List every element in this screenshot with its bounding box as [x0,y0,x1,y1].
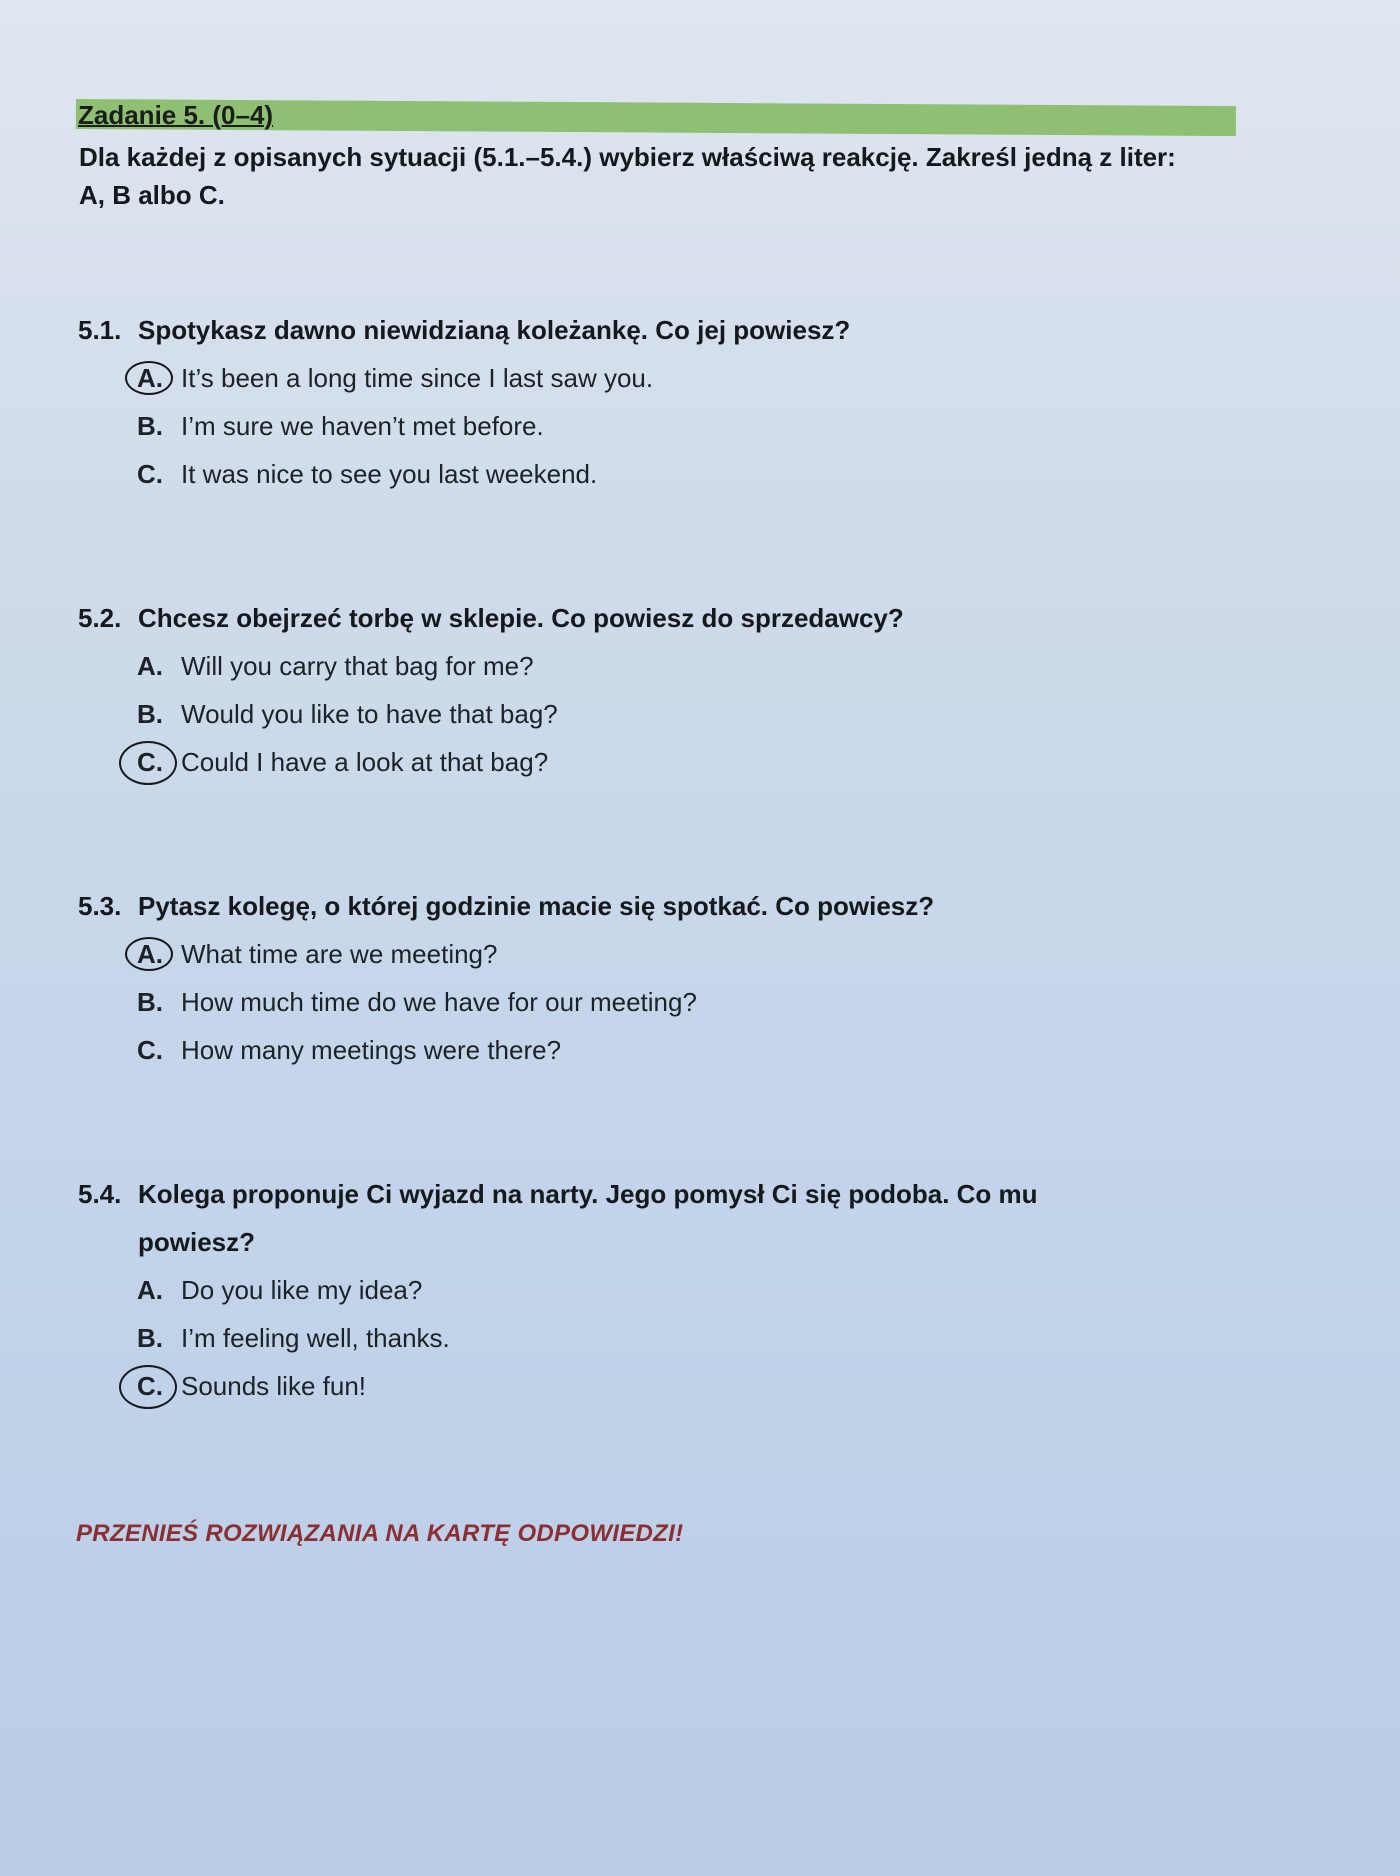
option-a[interactable] [137,354,1198,402]
option-c[interactable] [137,738,1198,786]
option-text: Will you carry that bag for me? [181,651,534,681]
option-text: Do you like my idea? [181,1275,423,1305]
option-text: How many meetings were there? [181,1035,562,1065]
question-number: 5.1. [78,315,122,345]
option-a[interactable] [137,642,1198,690]
option-letter: C. [137,1371,163,1401]
option-letter: B. [137,699,163,729]
question-number: 5.2. [78,603,122,633]
question-number: 5.4. [78,1179,122,1209]
option-text: Sounds like fun! [181,1371,367,1401]
option-b[interactable] [137,690,1198,738]
option-letter: B. [137,1323,163,1353]
question-5-1 [78,306,1198,498]
option-c[interactable] [137,1362,1198,1410]
option-letter: C. [137,1035,163,1065]
option-text: It’s been a long time since I last saw you. [181,363,654,393]
option-text: I’m feeling well, thanks. [181,1323,450,1353]
option-text: Would you like to have that bag? [181,699,558,729]
option-letter: B. [137,987,163,1017]
option-letter: A. [137,939,163,969]
option-text: Could I have a look at that bag? [181,747,549,777]
option-c[interactable] [137,1026,1198,1074]
option-b[interactable] [137,402,1198,450]
option-text: It was nice to see you last weekend. [181,459,598,489]
answer-circle-mark [119,1365,177,1409]
option-text: I’m sure we haven’t met before. [181,411,544,441]
option-text: How much time do we have for our meeting? [181,987,697,1017]
question-prompt: Kolega proponuje Ci wyjazd na narty. Jego pomysł Ci się podoba. Co mu powiesz? [138,1179,1038,1257]
question-prompt: Pytasz kolegę, o której godzinie macie się spotkać. Co powiesz? [138,891,935,921]
option-letter: A. [137,1275,163,1305]
option-a[interactable] [137,1266,1198,1314]
transfer-answers-note: PRZENIEŚ ROZWIĄZANIA NA KARTĘ ODPOWIEDZI! [76,1520,684,1547]
task-instruction: Dla każdej z opisanych sytuacji (5.1.–5.4.) wybierz właściwą reakcję. Zakreśl jedną z liter: A, B albo C. [79,142,1176,210]
question-number: 5.3. [78,891,122,921]
answer-circle-mark [119,741,177,785]
question-5-3 [78,882,1198,1074]
question-5-4 [78,1170,1198,1410]
task-title: Zadanie 5. (0–4) [78,100,274,130]
option-a[interactable] [137,930,1198,978]
option-letter: A. [137,363,163,393]
option-letter: C. [137,459,163,489]
answer-circle-mark [125,937,173,971]
question-5-2 [78,594,1198,786]
option-c[interactable] [137,450,1198,498]
option-b[interactable] [137,1314,1198,1362]
option-letter: A. [137,651,163,681]
option-letter: B. [137,411,163,441]
option-b[interactable] [137,978,1198,1026]
option-letter: C. [137,747,163,777]
question-prompt: Spotykasz dawno niewidzianą koleżankę. Co jej powiesz? [138,315,851,345]
option-text: What time are we meeting? [181,939,498,969]
answer-circle-mark [125,361,173,395]
question-prompt: Chcesz obejrzeć torbę w sklepie. Co powiesz do sprzedawcy? [138,603,904,633]
